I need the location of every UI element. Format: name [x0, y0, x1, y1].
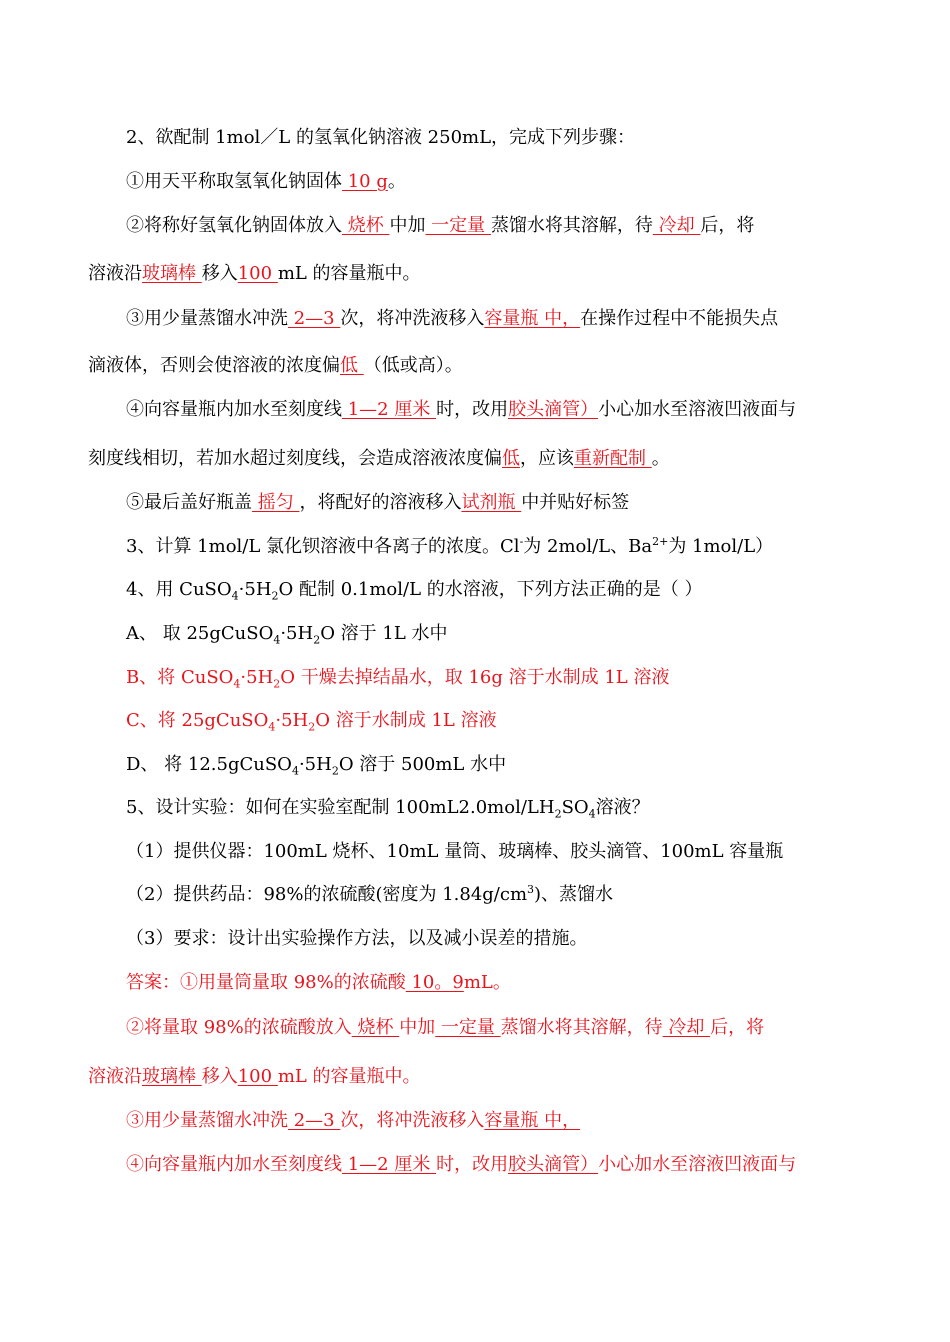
q2-step2: ②将称好氢氧化钠固体放入 烧杯 中加 一定量 蒸馏水将其溶解，待 冷却 后，将: [126, 215, 755, 236]
q5-requirement: （3）要求：设计出实验操作方法，以及减小误差的措施。: [126, 928, 588, 949]
q2-step5: ⑤最后盖好瓶盖 摇匀 ，将配好的溶液移入试剂瓶 中并贴好标签: [126, 492, 630, 513]
answer-blank: 胶头滴管）: [508, 399, 599, 420]
answer-blank: 2—3: [288, 308, 341, 329]
q5-answer-step4: ④向容量瓶内加水至刻度线 1—2 厘米 时，改用胶头滴管）小心加水至溶液凹液面与: [126, 1154, 797, 1175]
answer-blank: 容量瓶 中，: [484, 1110, 581, 1131]
answer-blank: 玻璃棒: [142, 263, 202, 284]
answer-blank: 冷却: [662, 1017, 711, 1038]
q4-option-c: C、将 $25gCuSO_4\cdot 5H_2O$ 溶于水制成 1L 溶液: [126, 710, 497, 734]
answer-blank: 2—3: [288, 1110, 341, 1131]
q4-option-d: D、 将 $12.5gCuSO_4\cdot 5H_2O$ 溶于 500mL 水中: [126, 754, 507, 778]
q5-answer-step2-cont: 溶液沿玻璃棒 移入100 mL 的容量瓶中。: [88, 1066, 421, 1087]
answer-blank: 重新配制: [574, 448, 652, 469]
answer-blank: 摇匀: [252, 492, 300, 513]
answer-blank: 1—2 厘米: [342, 1154, 437, 1175]
q4-stem: 4、用 $CuSO_4\cdot 5H_2O$ 配制 0.1mol/L 的水溶液，下列方法正确的是（ ）: [126, 579, 703, 603]
answer-blank: 试剂瓶: [461, 492, 522, 513]
answer-blank: 烧杯: [342, 215, 390, 236]
q5-answer-step1: 答案：①用量筒量取 98%的浓硫酸 10。9mL。: [126, 972, 511, 993]
q5-stem: 5、设计实验：如何在实验室配制 $100mL2.0mol/LH_2SO_4$溶液？: [126, 797, 650, 821]
q4-option-a: A、 取 $25gCuSO_4\cdot 5H_2O$ 溶于 1L 水中: [126, 623, 448, 647]
q2-step3: ③用少量蒸馏水冲洗 2—3 次，将冲洗液移入容量瓶 中，在操作过程中不能损失点: [126, 308, 779, 329]
answer-blank: 低: [502, 448, 520, 469]
answer-blank: 胶头滴管）: [508, 1154, 599, 1175]
answer-blank: 容量瓶 中，: [484, 308, 581, 329]
answer-blank: 1—2 厘米: [342, 399, 437, 420]
answer-blank: 冷却: [652, 215, 701, 236]
answer-blank: 烧杯: [351, 1017, 400, 1038]
answer-blank: 100: [237, 1066, 278, 1087]
answer-blank: 10 g: [342, 171, 388, 192]
answer-blank: 玻璃棒: [142, 1066, 202, 1087]
answer-blank: 100: [237, 263, 278, 284]
answer-blank: 10。9: [405, 972, 464, 993]
q5-answer-step2: ②将量取 98%的浓硫酸放入 烧杯 中加 一定量 蒸馏水将其溶解，待 冷却 后，将: [126, 1017, 765, 1038]
answer-blank: 低: [340, 355, 364, 376]
q2-step3-cont: 滴液体，否则会使溶液的浓度偏低 （低或高）。: [88, 355, 463, 376]
q4-option-b: B、将 $CuSO_4\cdot 5H_2O$ 干燥去掉结晶水，取 16g 溶于水制成 1L 溶液: [126, 667, 670, 691]
q5-reagents: （2）提供药品：98%的浓硫酸(密度为 $1.84g/cm^3$)、蒸馏水: [126, 883, 614, 905]
q2-intro: 2、欲配制 1mol／L 的氢氧化钠溶液 250mL，完成下列步骤：: [126, 127, 636, 148]
q2-step4: ④向容量瓶内加水至刻度线 1—2 厘米 时，改用胶头滴管）小心加水至溶液凹液面与: [126, 399, 797, 420]
answer-blank: 一定量: [425, 215, 491, 236]
q2-step1: ①用天平称取氢氧化钠固体 10 g。: [126, 171, 406, 192]
q3-question: 3、计算 1mol/L 氯化钡溶液中各离子的浓度。Cl-为 2mol/L、$Ba^{2+}$为 1mol/L）: [126, 535, 774, 557]
q5-instruments: （1）提供仪器：100mL 烧杯、10mL 量筒、玻璃棒、胶头滴管、100mL 容量瓶: [126, 841, 784, 862]
q2-step4-cont: 刻度线相切，若加水超过刻度线，会造成溶液浓度偏低，应该重新配制 。: [88, 448, 670, 469]
q2-step2-cont: 溶液沿玻璃棒 移入100 mL 的容量瓶中。: [88, 263, 421, 284]
answer-blank: 一定量: [435, 1017, 501, 1038]
q5-answer-step3: ③用少量蒸馏水冲洗 2—3 次，将冲洗液移入容量瓶 中，: [126, 1110, 581, 1131]
